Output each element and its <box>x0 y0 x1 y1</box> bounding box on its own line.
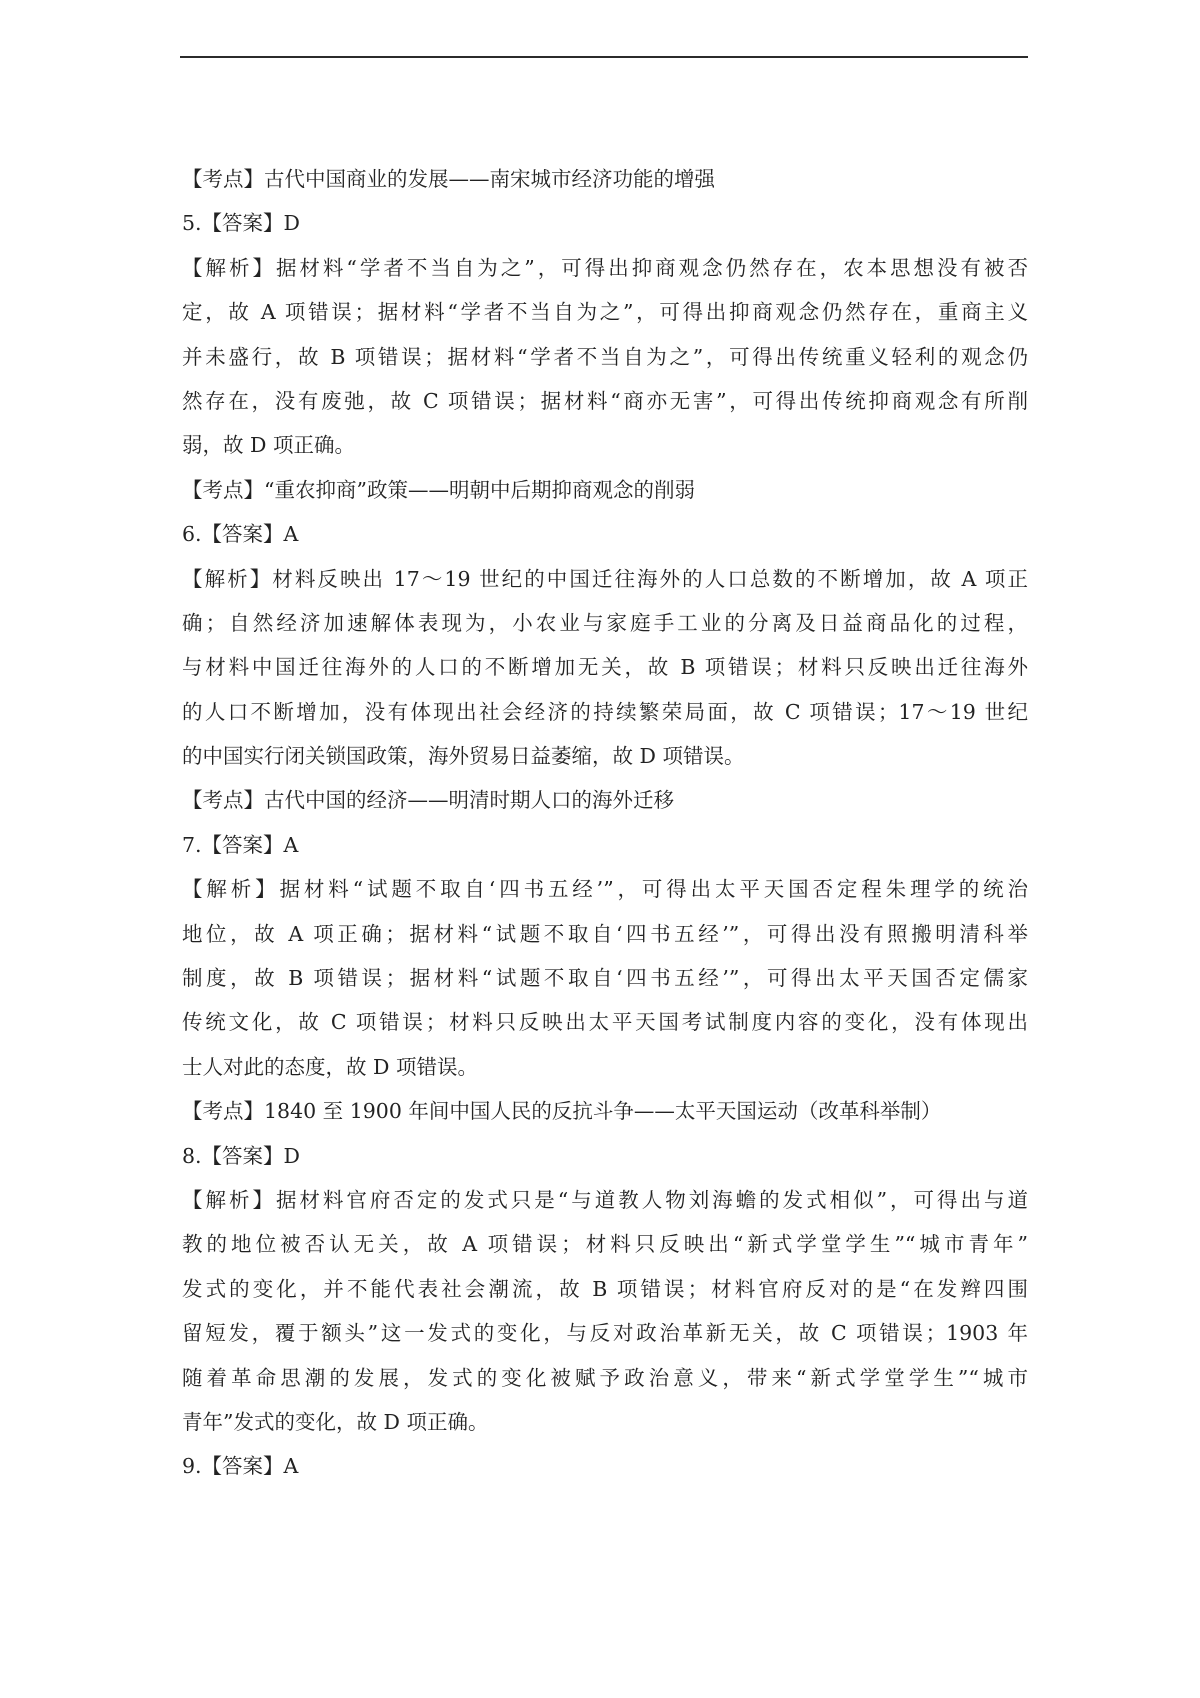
jiexi-8-line-4: 留短发，覆于额头”这一发式的变化，与反对政治革新无关，故 C 项错误；1903 年 <box>182 1321 1028 1346</box>
jiexi-6-line-1: 【解析】材料反映出 17～19 世纪的中国迁往海外的人口总数的不断增加，故 A 项正 <box>182 566 1028 591</box>
kaodian-7-line: 【考点】1840 至 1900 年间中国人民的反抗斗争——太平天国运动（改革科举制） <box>182 1099 942 1124</box>
kaodian-5-line: 【考点】“重农抑商”政策——明朝中后期抑商观念的削弱 <box>182 477 695 502</box>
header-rule <box>180 56 1028 58</box>
jiexi-6-line-3: 与材料中国迁往海外的人口的不断增加无关，故 B 项错误；材料只反映出迁往海外 <box>182 655 1028 680</box>
jiexi-8-line-2: 教的地位被否认无关，故 A 项错误；材料只反映出“新式学堂学生”“城市青年” <box>182 1232 1028 1257</box>
jiexi-5-line-2: 定，故 A 项错误；据材料“学者不当自为之”，可得出抑商观念仍然存在，重商主义 <box>182 300 1028 325</box>
answer-7-line: 7.【答案】A <box>182 832 299 857</box>
jiexi-8-line-3: 发式的变化，并不能代表社会潮流，故 B 项错误；材料官府反对的是“在发辫四围 <box>182 1276 1028 1301</box>
jiexi-8-line-5: 随着革命思潮的发展，发式的变化被赋予政治意义，带来“新式学堂学生”“城市 <box>182 1365 1028 1390</box>
kaodian-6-line: 【考点】古代中国的经济——明清时期人口的海外迁移 <box>182 788 674 813</box>
answer-explanations <box>182 157 1028 1489</box>
jiexi-7-line-3: 制度，故 B 项错误；据材料“试题不取自‘四书五经’”，可得出太平天国否定儒家 <box>182 966 1028 991</box>
jiexi-7-line-2: 地位，故 A 项正确；据材料“试题不取自‘四书五经’”，可得出没有照搬明清科举 <box>182 921 1028 946</box>
kaodian-4-line: 【考点】古代中国商业的发展——南宋城市经济功能的增强 <box>182 167 715 191</box>
jiexi-5-line-4: 然存在，没有废弛，故 C 项错误；据材料“商亦无害”，可得出传统抑商观念有所削 <box>182 388 1028 413</box>
jiexi-7-line-5: 士人对此的态度，故 D 项错误。 <box>182 1054 478 1079</box>
jiexi-6-line-5: 的中国实行闭关锁国政策，海外贸易日益萎缩，故 D 项错误。 <box>182 744 745 769</box>
answer-8-line: 8.【答案】D <box>182 1143 300 1168</box>
answer-9-line: 9.【答案】A <box>182 1454 299 1479</box>
jiexi-6-line-2: 确；自然经济加速解体表现为，小农业与家庭手工业的分离及日益商品化的过程， <box>182 610 1028 635</box>
answer-6-line: 6.【答案】A <box>182 522 299 547</box>
jiexi-8-line-6: 青年”发式的变化，故 D 项正确。 <box>182 1409 489 1434</box>
jiexi-8-line-1: 【解析】据材料官府否定的发式只是“与道教人物刘海蟾的发式相似”，可得出与道 <box>182 1187 1028 1212</box>
jiexi-5-line-3: 并未盛行，故 B 项错误；据材料“学者不当自为之”，可得出传统重义轻利的观念仍 <box>182 344 1028 369</box>
answer-5-line: 5.【答案】D <box>182 211 300 236</box>
jiexi-5-line-5: 弱，故 D 项正确。 <box>182 433 355 458</box>
jiexi-7-line-4: 传统文化，故 C 项错误；材料只反映出太平天国考试制度内容的变化，没有体现出 <box>182 1010 1028 1035</box>
jiexi-6-line-4: 的人口不断增加，没有体现出社会经济的持续繁荣局面，故 C 项错误；17～19 世纪 <box>182 699 1028 724</box>
jiexi-7-line-1: 【解析】据材料“试题不取自‘四书五经’”，可得出太平天国否定程朱理学的统治 <box>182 877 1028 902</box>
jiexi-5-line-1: 【解析】据材料“学者不当自为之”，可得出抑商观念仍然存在，农本思想没有被否 <box>182 255 1028 280</box>
